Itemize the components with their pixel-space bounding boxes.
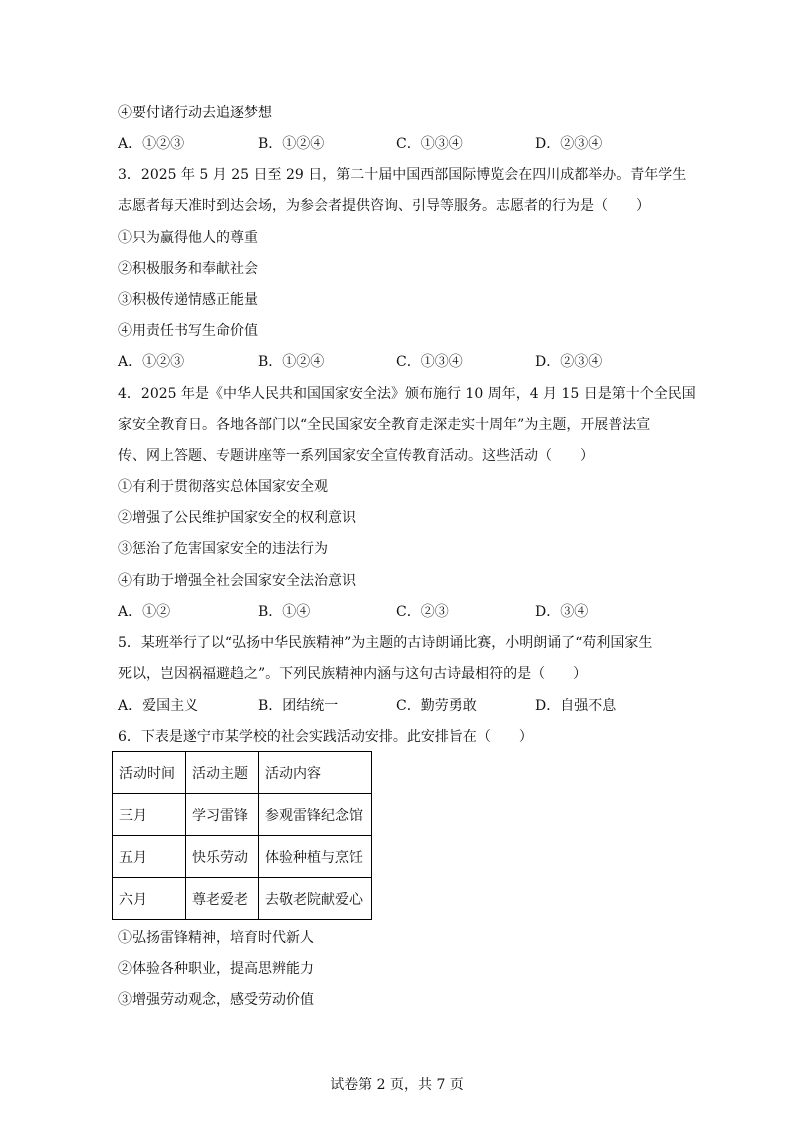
q5-stem-line-1: 5．某班举行了以“弘扬中华民族精神”为主题的古诗朗诵比赛，小明朗诵了“苟利国家生	[118, 635, 653, 651]
q3-option-d[interactable]: D．②③④	[535, 354, 603, 370]
table-cell: 去敬老院献爱心	[259, 878, 372, 920]
table-cell: 快乐劳动	[186, 836, 259, 878]
table-cell: 五月	[113, 836, 186, 878]
q2-option-c[interactable]: C．①③④	[396, 136, 463, 152]
q2-option-a[interactable]: A．①②③	[118, 136, 185, 152]
q4-option-a[interactable]: A．①②	[118, 604, 171, 620]
activity-schedule-table	[112, 751, 372, 920]
table-header-cell: 活动主题	[186, 752, 259, 794]
table-row	[113, 878, 372, 920]
table-header-row	[113, 752, 372, 794]
q4-item-3: ③惩治了危害国家安全的违法行为	[118, 541, 328, 557]
table-header-cell: 活动内容	[259, 752, 372, 794]
q5-options	[118, 696, 678, 716]
q3-option-b[interactable]: B．①②④	[258, 354, 325, 370]
q5-option-b[interactable]: B．团结统一	[258, 698, 339, 714]
q6-item-3: ③增强劳动观念，感受劳动价值	[118, 992, 314, 1008]
q6-item-2: ②体验各种职业，提高思辨能力	[118, 961, 314, 977]
q3-item-1: ①只为赢得他人的尊重	[118, 230, 258, 246]
table-cell: 参观雷锋纪念馆	[259, 794, 372, 836]
q6-stem: 6．下表是遂宁市某学校的社会实践活动安排。此安排旨在（ ）	[118, 729, 533, 745]
q3-stem-line-1: 3．2025 年 5 月 25 日至 29 日，第二十届中国西部国际博览会在四川成都举办。青年学生	[118, 167, 687, 183]
q4-stem-line-2: 家安全教育日。各地各部门以“全民国家安全教育走深走实十周年”为主题，开展普法宣	[118, 417, 651, 433]
q4-option-c[interactable]: C．②③	[396, 604, 449, 620]
q5-option-a[interactable]: A．爱国主义	[118, 698, 199, 714]
table-cell: 学习雷锋	[186, 794, 259, 836]
q3-item-3: ③积极传递情感正能量	[118, 292, 258, 308]
q6-item-1: ①弘扬雷锋精神，培育时代新人	[118, 930, 314, 946]
q4-stem-line-3: 传、网上答题、专题讲座等一系列国家安全宣传教育活动。这些活动（ ）	[118, 448, 594, 464]
q3-options	[118, 352, 678, 372]
q4-option-d[interactable]: D．③④	[535, 604, 589, 620]
q2-option-d[interactable]: D．②③④	[535, 136, 603, 152]
q4-option-b[interactable]: B．①④	[258, 604, 311, 620]
q5-option-c[interactable]: C．勤劳勇敢	[396, 698, 477, 714]
q3-stem-line-2: 志愿者每天准时到达会场，为参会者提供咨询、引导等服务。志愿者的行为是（ ）	[118, 198, 650, 214]
q5-option-d[interactable]: D．自强不息	[535, 698, 617, 714]
q4-stem-line-1: 4．2025 年是《中华人民共和国国家安全法》颁布施行 10 周年，4 月 15 日是第十个全民国	[118, 386, 696, 402]
q5-stem-line-2: 死以，岂因祸福避趋之”。下列民族精神内涵与这句古诗最相符的是（ ）	[118, 666, 588, 682]
q2-options	[118, 134, 678, 154]
q3-option-c[interactable]: C．①③④	[396, 354, 463, 370]
q4-options	[118, 602, 678, 622]
q3-item-2: ②积极服务和奉献社会	[118, 261, 258, 277]
q3-option-a[interactable]: A．①②③	[118, 354, 185, 370]
table-cell: 六月	[113, 878, 186, 920]
table-cell: 三月	[113, 794, 186, 836]
page-footer: 试卷第 2 页，共 7 页	[330, 1077, 464, 1093]
table-row	[113, 794, 372, 836]
q2-item-4: ④要付诸行动去追逐梦想	[118, 105, 272, 121]
q4-item-2: ②增强了公民维护国家安全的权利意识	[118, 510, 356, 526]
q4-item-1: ①有利于贯彻落实总体国家安全观	[118, 479, 328, 495]
table-row	[113, 836, 372, 878]
q4-item-4: ④有助于增强全社会国家安全法治意识	[118, 573, 356, 589]
table-header-cell: 活动时间	[113, 752, 186, 794]
q3-item-4: ④用责任书写生命价值	[118, 323, 258, 339]
q2-option-b[interactable]: B．①②④	[258, 136, 325, 152]
table-cell: 尊老爱老	[186, 878, 259, 920]
table-cell: 体验种植与烹饪	[259, 836, 372, 878]
